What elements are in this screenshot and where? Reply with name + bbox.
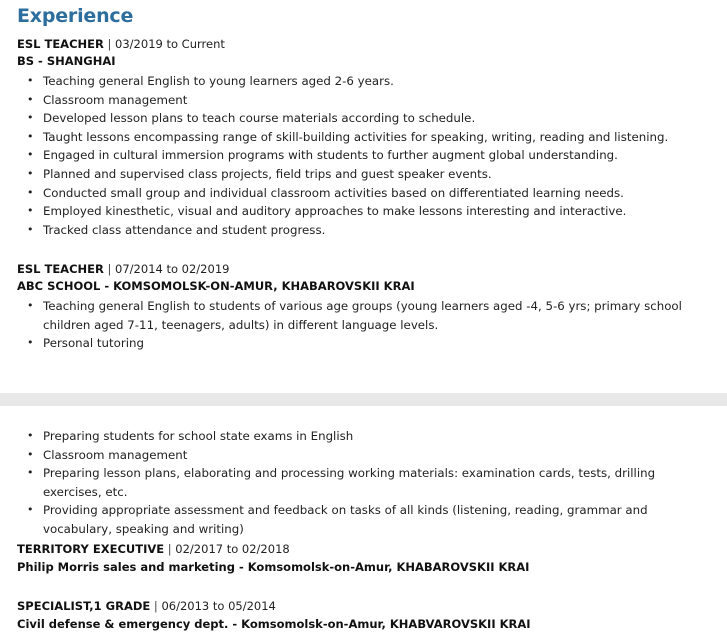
list-item: • Classroom management <box>0 91 727 110</box>
list-item: • Teaching general English to students of various age groups (young learners aged -4, 5-6 yrs; primary school children aged 7-11, teenagers, adults) in different language levels. <box>0 297 727 334</box>
job-bullet-list-continued <box>0 427 727 539</box>
job-company: Philip Morris sales and marketing - Komsomolsk-on-Amur, KHABAROVSKII KRAI <box>17 560 530 574</box>
job-company: Civil defense & emergency dept. - Komsomolsk-on-Amur, KHABVAROVSKII KRAI <box>17 617 531 631</box>
job-dates: 03/2019 to Current <box>115 37 225 51</box>
list-item: • Tracked class attendance and student progress. <box>0 221 727 240</box>
job-title: SPECIALIST,1 GRADE <box>17 599 151 613</box>
job-company: BS - SHANGHAI <box>17 54 116 68</box>
job-separator: | <box>107 37 112 51</box>
job-separator: | <box>153 599 158 613</box>
job-header <box>17 37 225 52</box>
list-item: • Developed lesson plans to teach course materials according to schedule. <box>0 109 727 128</box>
job-dates: 06/2013 to 05/2014 <box>161 599 276 613</box>
job-title: ESL TEACHER <box>17 262 104 276</box>
job-header <box>17 542 290 557</box>
list-item: • Personal tutoring <box>0 334 727 353</box>
job-header <box>17 262 229 277</box>
list-item: • Classroom management <box>0 446 727 465</box>
job-title: ESL TEACHER <box>17 37 104 51</box>
list-item: • Engaged in cultural immersion programs with students to further augment global understanding. <box>0 146 727 165</box>
list-item: • Planned and supervised class projects, field trips and guest speaker events. <box>0 165 727 184</box>
job-bullet-list <box>0 72 727 239</box>
section-heading-experience: Experience <box>17 5 134 27</box>
job-dates: 02/2017 to 02/2018 <box>175 542 290 556</box>
list-item: • Teaching general English to young learners aged 2-6 years. <box>0 72 727 91</box>
job-header <box>17 599 276 614</box>
list-item: • Employed kinesthetic, visual and auditory approaches to make lessons interesting and interactive. <box>0 202 727 221</box>
job-title: TERRITORY EXECUTIVE <box>17 542 165 556</box>
page-break-divider <box>0 393 727 406</box>
job-separator: | <box>107 262 112 276</box>
job-dates: 07/2014 to 02/2019 <box>115 262 230 276</box>
list-item: • Preparing students for school state exams in English <box>0 427 727 446</box>
job-company: ABC SCHOOL - KOMSOMOLSK-ON-AMUR, KHABAROVSKII KRAI <box>17 279 415 293</box>
resume-page-2 <box>0 406 727 643</box>
list-item: • Providing appropriate assessment and feedback on tasks of all kinds (listening, reading, grammar and vocabulary, speaking and writing) <box>0 501 727 538</box>
list-item: • Taught lessons encompassing range of skill-building activities for speaking, writing, reading and listening. <box>0 128 727 147</box>
list-item: • Conducted small group and individual classroom activities based on differentiated learning needs. <box>0 184 727 203</box>
job-separator: | <box>167 542 172 556</box>
job-bullet-list <box>0 297 727 353</box>
list-item: • Preparing lesson plans, elaborating and processing working materials: examination cards, tests, drilling exercises, etc. <box>0 464 727 501</box>
